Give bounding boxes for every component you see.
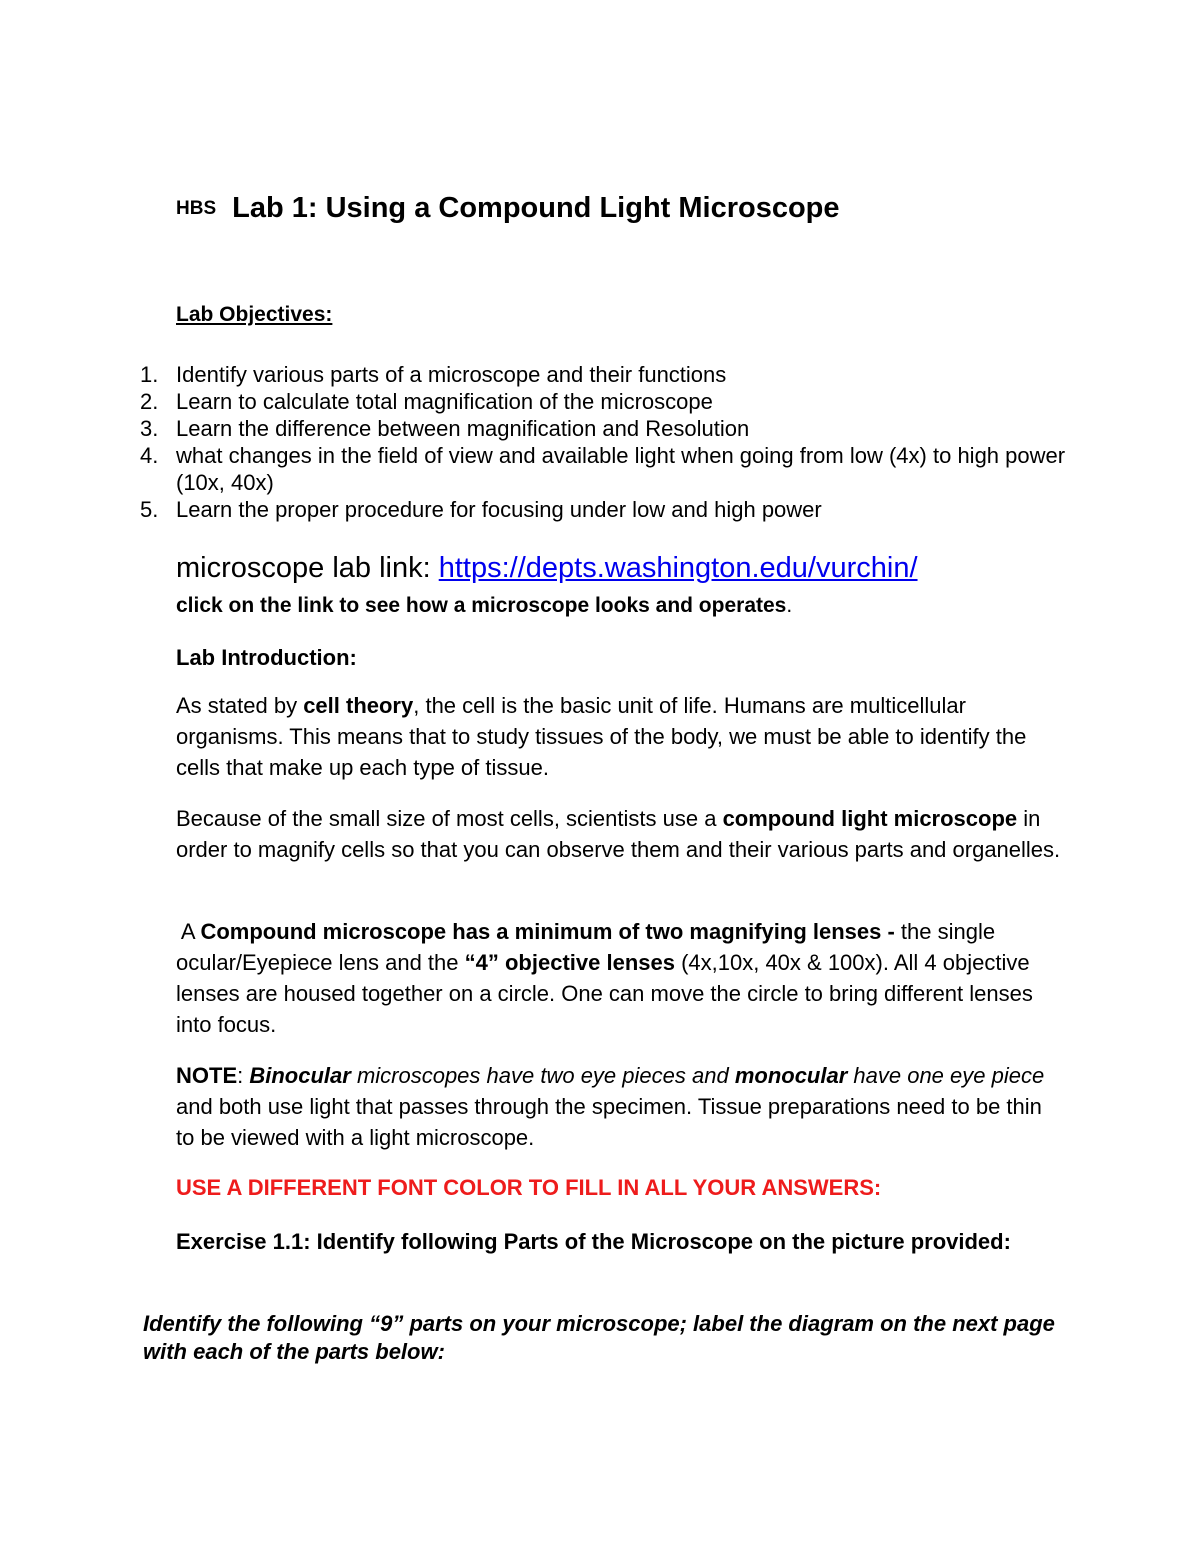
text-run: As stated by (176, 693, 304, 718)
list-number: 4. (140, 443, 159, 468)
page-title: Lab 1: Using a Compound Light Microscope (232, 192, 840, 224)
list-item-text: Identify various parts of a microscope and their functions (176, 362, 727, 387)
bold-term: “4” objective lenses (464, 950, 675, 975)
bold-term: Compound microscope has a minimum of two magnifying lenses - (200, 919, 895, 944)
lab-link-label: microscope lab link: (176, 552, 439, 584)
italic-text: have one eye piece (847, 1063, 1045, 1088)
text-run: : (237, 1063, 250, 1088)
bold-term: cell theory (303, 693, 414, 718)
list-item (140, 415, 1070, 442)
list-item (140, 361, 1070, 388)
bold-term: compound light microscope (722, 806, 1018, 831)
objectives-list (140, 361, 1070, 523)
list-item (140, 442, 1070, 496)
intro-paragraph-cell-theory (176, 690, 1066, 783)
text-run: Because of the small size of most cells, scientists use a (176, 806, 723, 831)
exercise-heading: Exercise 1.1: Identify following Parts of the Microscope on the picture provided: (176, 1229, 1011, 1254)
list-number: 5. (140, 497, 159, 522)
list-item-text: Learn the proper procedure for focusing under low and high power (176, 497, 822, 522)
note-paragraph (176, 1060, 1066, 1153)
title-line (176, 192, 840, 225)
list-item-text: what changes in the field of view and available light when going from low (4x) to high power (10x, 40x) (176, 443, 1066, 495)
list-item (140, 496, 1070, 523)
text-run: , the cell is the basic unit of life. Humans are multicellular organisms. This means that to study tissues of the body, we must be able to identify the cells that make up each type of tissue. (176, 693, 1027, 780)
answer-color-instruction: USE A DIFFERENT FONT COLOR TO FILL IN ALL YOUR ANSWERS: (176, 1175, 882, 1200)
link-instruction-text: click on the link to see how a microscope looks and operates (176, 594, 787, 617)
identify-instruction: Identify the following “9” parts on your microscope; label the diagram on the next page with each of the parts below: (143, 1311, 1055, 1364)
list-item (140, 388, 1070, 415)
list-number: 3. (140, 416, 159, 441)
text-run: the single ocular/Eyepiece lens and the (176, 919, 996, 975)
objectives-heading: Lab Objectives: (176, 303, 333, 326)
link-instruction (176, 594, 792, 618)
note-label: NOTE (176, 1063, 238, 1088)
text-run: in order to magnify cells so that you can observe them and their various parts and organelles. (176, 806, 1061, 862)
link-instruction-period: . (786, 594, 793, 617)
text-run: A (176, 919, 201, 944)
list-number: 2. (140, 389, 159, 414)
bold-italic-term: Binocular (249, 1063, 351, 1088)
list-item-text: Learn the difference between magnification and Resolution (176, 416, 750, 441)
lab-link-line (176, 552, 918, 585)
intro-paragraph-compound-microscope (176, 803, 1066, 865)
list-item-text: Learn to calculate total magnification of the microscope (176, 389, 713, 414)
bold-italic-term: monocular (734, 1063, 848, 1088)
text-run: (4x,10x, 40x & 100x). All 4 objective lenses are housed together on a circle. One can move the circle to bring different lenses into focus. (176, 950, 1033, 1037)
list-number: 1. (140, 362, 159, 387)
lab-link[interactable]: https://depts.washington.edu/vurchin/ (438, 552, 918, 584)
course-code: HBS (176, 198, 217, 219)
italic-text: microscopes have two eye pieces and (350, 1063, 735, 1088)
intro-paragraph-lenses (176, 916, 1066, 1040)
introduction-heading: Lab Introduction: (176, 645, 357, 670)
text-run: and both use light that passes through the specimen. Tissue preparations need to be thin to be viewed with a light microscope. (176, 1094, 1042, 1150)
